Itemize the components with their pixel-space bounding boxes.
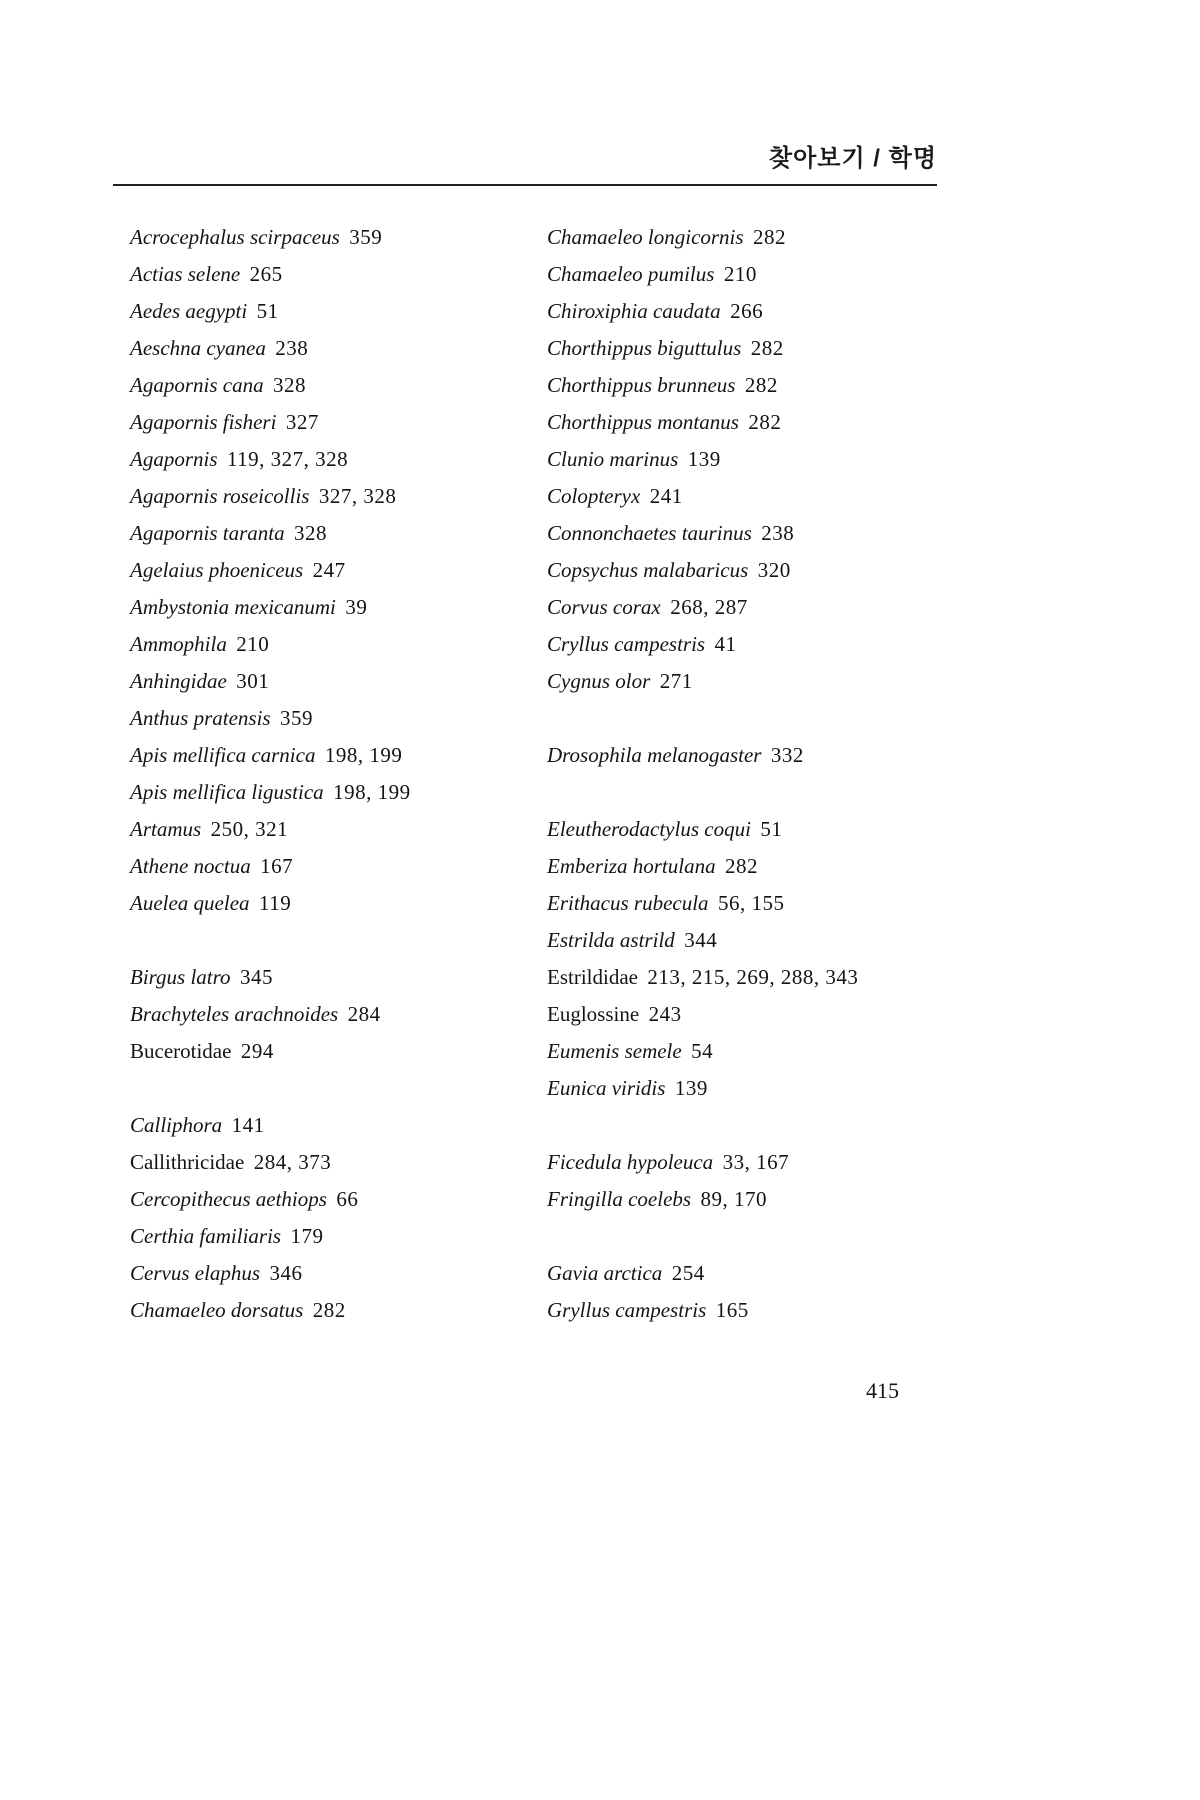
entry-name: Colopteryx (547, 484, 641, 508)
entry-name: Cervus elaphus (130, 1261, 261, 1285)
entry-page-numbers: 238 (761, 521, 795, 545)
entry-page-numbers: 284, 373 (253, 1150, 332, 1174)
entry-name: Eumenis semele (547, 1039, 682, 1063)
entry-name: Emberiza hortulana (547, 854, 716, 878)
entry-name: Ammophila (130, 632, 227, 656)
index-entry (547, 515, 987, 552)
entry-name: Copsychus malabaricus (547, 558, 749, 582)
entry-name: Erithacus rubecula (547, 891, 709, 915)
index-entry (547, 1070, 987, 1107)
entry-name: Chorthippus montanus (547, 410, 739, 434)
entry-page-numbers: 344 (684, 928, 718, 952)
entry-name: Chamaeleo longicornis (547, 225, 744, 249)
entry-page-numbers: 210 (236, 632, 270, 656)
entry-name: Certhia familiaris (130, 1224, 282, 1248)
index-entry (130, 515, 540, 552)
index-entry (130, 626, 540, 663)
index-entry (130, 811, 540, 848)
entry-page-numbers: 359 (280, 706, 314, 730)
blank-row (547, 700, 987, 737)
entry-page-numbers: 165 (715, 1298, 749, 1322)
index-entry (547, 330, 987, 367)
entry-page-numbers: 282 (725, 854, 759, 878)
page-header (769, 138, 937, 173)
index-entry (130, 1181, 540, 1218)
entry-page-numbers: 320 (757, 558, 791, 582)
entry-name: Agelaius phoeniceus (130, 558, 304, 582)
index-entry (130, 1292, 540, 1329)
entry-name: Anhingidae (130, 669, 227, 693)
index-column-right (547, 219, 987, 1329)
entry-name: Brachyteles arachnoides (130, 1002, 339, 1026)
index-entry (547, 219, 987, 256)
entry-page-numbers: 119, 327, 328 (226, 447, 349, 471)
entry-name: Agapornis taranta (130, 521, 285, 545)
index-entry (547, 626, 987, 663)
entry-name: Artamus (130, 817, 202, 841)
entry-page-numbers: 271 (659, 669, 693, 693)
entry-name: Corvus corax (547, 595, 661, 619)
entry-name: Agapornis fisheri (130, 410, 277, 434)
entry-name: Chorthippus biguttulus (547, 336, 742, 360)
index-entry (547, 1292, 987, 1329)
entry-page-numbers: 282 (750, 336, 784, 360)
index-entry (130, 441, 540, 478)
entry-page-numbers: 328 (273, 373, 307, 397)
index-entry (130, 404, 540, 441)
index-entry (130, 1255, 540, 1292)
entry-page-numbers: 54 (691, 1039, 714, 1063)
entry-page-numbers: 327 (285, 410, 319, 434)
blank-row (130, 1070, 540, 1107)
entry-page-numbers: 210 (723, 262, 757, 286)
entry-name: Estrildidae (547, 965, 638, 989)
entry-name: Ambystonia mexicanumi (130, 595, 336, 619)
entry-name: Chiroxiphia caudata (547, 299, 721, 323)
entry-name: Cygnus olor (547, 669, 651, 693)
entry-name: Agapornis cana (130, 373, 264, 397)
entry-name: Estrilda astrild (547, 928, 675, 952)
entry-name: Auelea quelea (130, 891, 250, 915)
entry-page-numbers: 345 (239, 965, 273, 989)
index-entry (130, 700, 540, 737)
entry-name: Calliphora (130, 1113, 223, 1137)
entry-name: Chamaeleo dorsatus (130, 1298, 304, 1322)
entry-page-numbers: 268, 287 (670, 595, 748, 619)
entry-page-numbers: 359 (349, 225, 383, 249)
index-entry (130, 885, 540, 922)
entry-name: Eleutherodactylus coqui (547, 817, 751, 841)
index-entry (547, 367, 987, 404)
entry-name: Aeschna cyanea (130, 336, 266, 360)
entry-name: Gryllus campestris (547, 1298, 707, 1322)
entry-name: Apis mellifica ligustica (130, 780, 324, 804)
entry-page-numbers: 51 (256, 299, 279, 323)
entry-page-numbers: 254 (671, 1261, 705, 1285)
entry-name: Fringilla coelebs (547, 1187, 692, 1211)
index-entry (547, 1144, 987, 1181)
index-entry (547, 404, 987, 441)
entry-page-numbers: 198, 199 (324, 743, 403, 767)
index-entry (130, 293, 540, 330)
entry-page-numbers: 282 (312, 1298, 346, 1322)
entry-page-numbers: 332 (770, 743, 804, 767)
entry-page-numbers: 243 (648, 1002, 682, 1026)
entry-name: Agapornis (130, 447, 218, 471)
index-entry (130, 552, 540, 589)
entry-name: Agapornis roseicollis (130, 484, 310, 508)
entry-page-numbers: 328 (294, 521, 328, 545)
index-entry (130, 330, 540, 367)
index-entry (130, 848, 540, 885)
entry-name: Drosophila melanogaster (547, 743, 762, 767)
index-entry (130, 1144, 540, 1181)
index-entry (130, 737, 540, 774)
entry-page-numbers: 119 (258, 891, 292, 915)
entry-name: Callithricidae (130, 1150, 245, 1174)
index-entry (130, 1107, 540, 1144)
entry-page-numbers: 301 (236, 669, 270, 693)
index-entry (130, 219, 540, 256)
entry-name: Cercopithecus aethiops (130, 1187, 327, 1211)
index-entry (547, 552, 987, 589)
entry-page-numbers: 41 (714, 632, 737, 656)
entry-name: Birgus latro (130, 965, 231, 989)
entry-name: Eunica viridis (547, 1076, 666, 1100)
entry-page-numbers: 39 (345, 595, 368, 619)
index-entry (547, 885, 987, 922)
entry-name: Apis mellifica carnica (130, 743, 316, 767)
entry-name: Cryllus campestris (547, 632, 706, 656)
index-entry (547, 922, 987, 959)
entry-name: Aedes aegypti (130, 299, 248, 323)
index-entry (547, 1033, 987, 1070)
blank-row (547, 1107, 987, 1144)
index-entry (547, 589, 987, 626)
entry-page-numbers: 238 (275, 336, 309, 360)
entry-page-numbers: 247 (312, 558, 346, 582)
entry-page-numbers: 241 (649, 484, 683, 508)
index-entry (547, 1181, 987, 1218)
index-entry (130, 478, 540, 515)
entry-name: Chorthippus brunneus (547, 373, 736, 397)
entry-page-numbers: 139 (674, 1076, 708, 1100)
page-title: 찾아보기 / 학명 (768, 145, 937, 172)
entry-name: Chamaeleo pumilus (547, 262, 715, 286)
entry-page-numbers: 33, 167 (722, 1150, 790, 1174)
entry-name: Athene noctua (130, 854, 251, 878)
entry-page-numbers: 250, 321 (210, 817, 289, 841)
index-entry (547, 663, 987, 700)
entry-page-numbers: 282 (744, 373, 778, 397)
entry-page-numbers: 167 (260, 854, 294, 878)
index-entry (547, 737, 987, 774)
entry-page-numbers: 282 (748, 410, 782, 434)
page-number: 415 (866, 1378, 899, 1403)
index-entry (547, 293, 987, 330)
blank-row (547, 1218, 987, 1255)
entry-page-numbers: 141 (231, 1113, 265, 1137)
index-entry (547, 441, 987, 478)
entry-page-numbers: 327, 328 (318, 484, 397, 508)
entry-name: Connonchaetes taurinus (547, 521, 752, 545)
entry-name: Anthus pratensis (130, 706, 271, 730)
index-entry (130, 367, 540, 404)
index-entry (130, 774, 540, 811)
entry-name: Bucerotidae (130, 1039, 232, 1063)
entry-page-numbers: 266 (730, 299, 764, 323)
entry-page-numbers: 346 (269, 1261, 303, 1285)
entry-page-numbers: 213, 215, 269, 288, 343 (647, 965, 859, 989)
entry-page-numbers: 294 (240, 1039, 274, 1063)
index-entry (547, 959, 987, 996)
index-entry (547, 996, 987, 1033)
entry-page-numbers: 179 (290, 1224, 324, 1248)
entry-page-numbers: 139 (687, 447, 721, 471)
index-entry (547, 478, 987, 515)
entry-page-numbers: 66 (336, 1187, 359, 1211)
index-column-left (130, 219, 540, 1329)
entry-page-numbers: 282 (753, 225, 787, 249)
index-entry (130, 996, 540, 1033)
entry-name: Euglossine (547, 1002, 640, 1026)
index-entry (547, 811, 987, 848)
index-entry (547, 848, 987, 885)
index-entry (130, 589, 540, 626)
entry-page-numbers: 51 (760, 817, 783, 841)
entry-page-numbers: 265 (249, 262, 283, 286)
entry-page-numbers: 284 (347, 1002, 381, 1026)
entry-name: Ficedula hypoleuca (547, 1150, 714, 1174)
index-entry (130, 256, 540, 293)
index-entry (547, 1255, 987, 1292)
entry-page-numbers: 198, 199 (333, 780, 411, 804)
blank-row (130, 922, 540, 959)
entry-name: Acrocephalus scirpaceus (130, 225, 340, 249)
entry-name: Clunio marinus (547, 447, 679, 471)
index-entry (130, 663, 540, 700)
entry-page-numbers: 89, 170 (700, 1187, 767, 1211)
index-entry (130, 1218, 540, 1255)
entry-name: Actias selene (130, 262, 241, 286)
blank-row (547, 774, 987, 811)
index-entry (547, 256, 987, 293)
entry-name: Gavia arctica (547, 1261, 663, 1285)
index-entry (130, 1033, 540, 1070)
entry-page-numbers: 56, 155 (718, 891, 785, 915)
header-rule (113, 184, 937, 186)
index-entry (130, 959, 540, 996)
